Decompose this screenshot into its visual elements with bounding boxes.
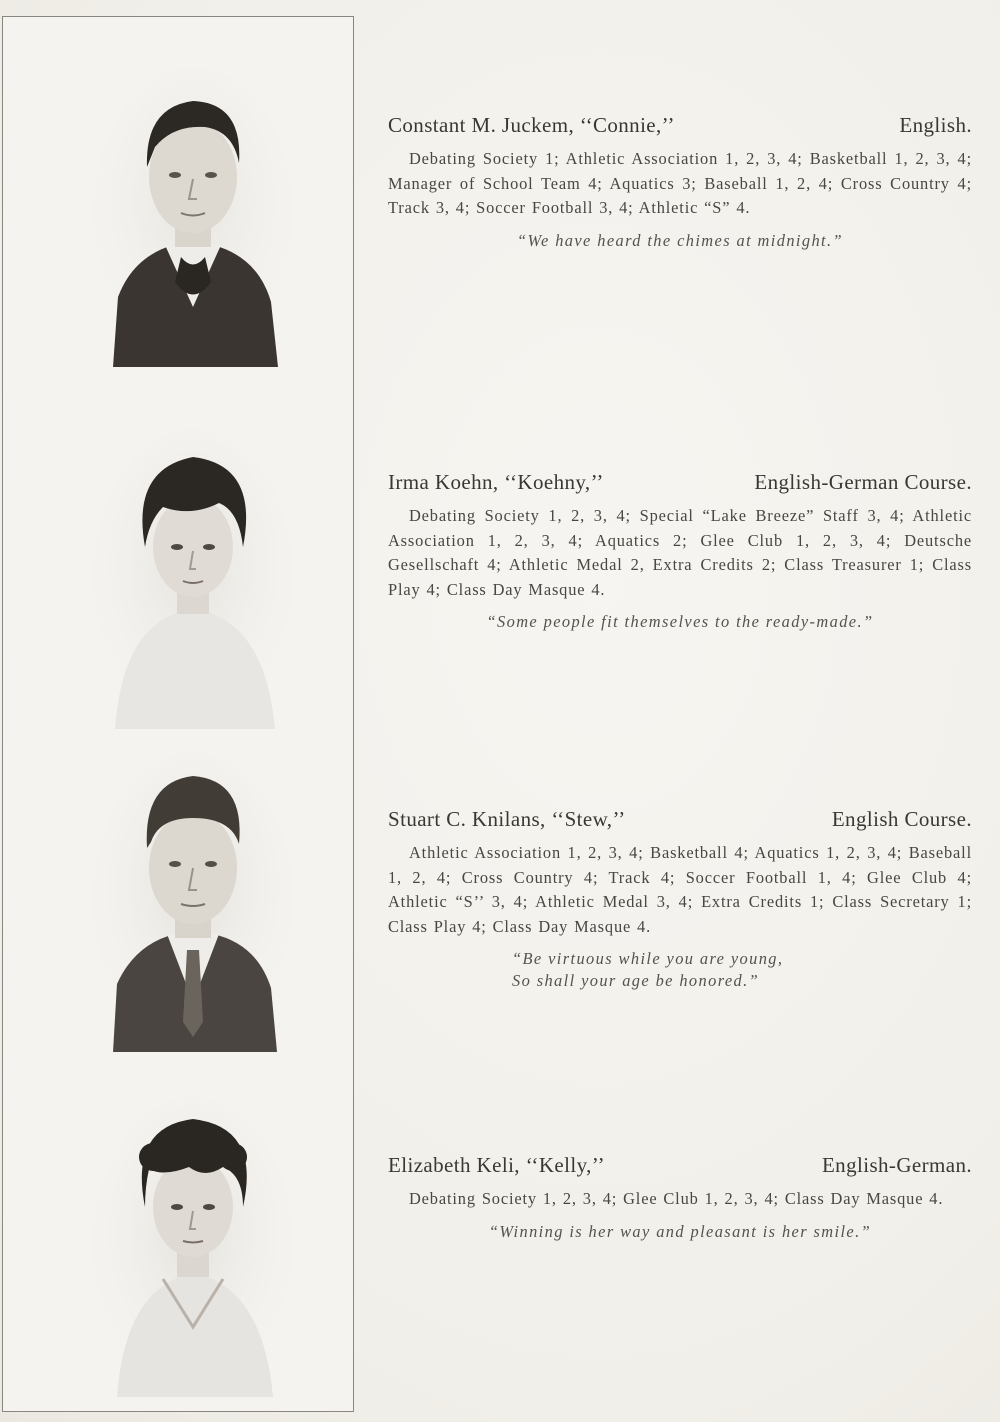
portrait-photo [93, 429, 293, 729]
entry-header [388, 470, 972, 495]
portrait-photo [93, 1097, 293, 1397]
quote-line: “Some people fit themselves to the ready-made.” [486, 612, 874, 632]
student-quote [388, 948, 972, 992]
entry-header [388, 1153, 972, 1178]
student-entry [388, 807, 972, 992]
student-activities: Debating Society 1; Athletic Association 1, 2, 3, 4; Basketball 1, 2, 3, 4; Manager of School Team 4; Aquatics 3; Baseball 1, 2, 4; Cross Country 4; Track 3, 4; Soccer Football 3, 4; Athletic “S” 4. [388, 149, 972, 218]
student-entry [388, 113, 972, 252]
student-entry [388, 470, 972, 633]
student-course: English. [899, 113, 972, 137]
portrait-photo [93, 67, 293, 367]
student-course: English Course. [831, 807, 972, 831]
quote-line: “Be virtuous while you are young, [512, 949, 784, 969]
student-course: English-German. [821, 1153, 972, 1177]
student-entry [388, 1153, 972, 1243]
portrait-column [2, 16, 354, 1412]
student-quote [388, 1221, 972, 1243]
student-activities: Athletic Association 1, 2, 3, 4; Basketball 4; Aquatics 1, 2, 3, 4; Baseball 1, 2, 4; Cross Country 4; Track 4; Soccer Football 1, 4; Glee Club 4; Athletic “S’’ 3, 4; Athletic Medal 3, 4; Extra Credits 1; Class Secretary 1; Class Play 4; Class Day Masque 4. [388, 843, 972, 936]
student-name: Constant M. Juckem, ‘‘Connie,’’ [388, 113, 675, 137]
student-quote [388, 230, 972, 252]
entry-header [388, 807, 972, 832]
portrait-photo [93, 752, 293, 1052]
student-quote [388, 611, 972, 633]
quote-line: “We have heard the chimes at midnight.” [516, 230, 844, 250]
student-name: Elizabeth Keli, ‘‘Kelly,’’ [388, 1153, 605, 1177]
student-name: Irma Koehn, ‘‘Koehny,’’ [388, 470, 604, 494]
student-course: English-German Course. [754, 470, 972, 494]
quote-line: “Winning is her way and pleasant is her smile.” [488, 1221, 872, 1241]
student-activities: Debating Society 1, 2, 3, 4; Special “Lake Breeze” Staff 3, 4; Athletic Association 1, 2, 3, 4; Aquatics 2; Glee Club 1, 2, 3, 4; Deutsche Gesellschaft 4; Athletic Medal 2, Extra Credits 2; Class Treasurer 1; Class Play 4; Class Day Masque 4. [388, 506, 972, 599]
student-activities: Debating Society 1, 2, 3, 4; Glee Club 1, 2, 3, 4; Class Day Masque 4. [409, 1189, 944, 1208]
quote-line: So shall your age be honored.” [512, 971, 760, 991]
student-name: Stuart C. Knilans, ‘‘Stew,’’ [388, 807, 626, 831]
entry-header [388, 113, 972, 138]
